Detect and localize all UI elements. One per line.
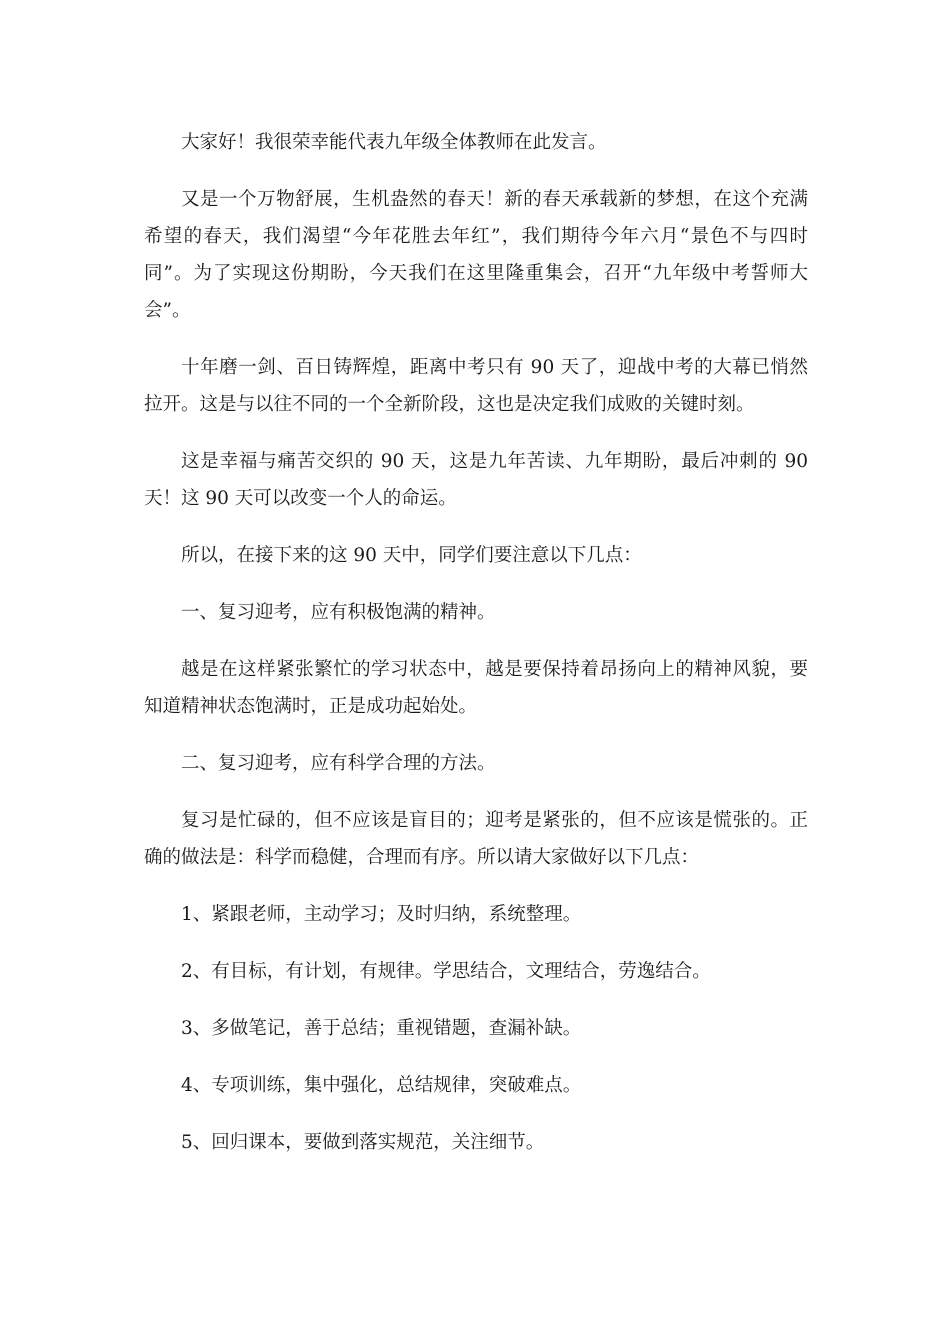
list-item-3: 3、多做笔记，善于总结；重视错题，查漏补缺。 (181, 1018, 582, 1039)
paragraph-greeting: 大家好！我很荣幸能代表九年级全体教师在此发言。 (181, 132, 607, 153)
heading-point-two: 二、复习迎考，应有科学合理的方法。 (181, 753, 496, 774)
paragraph-ninety-days: 十年磨一剑、百日铸辉煌，距离中考只有 90 天了，迎战中考的大幕已悄然拉开。这是与以往不同的一个全新阶段，这也是决定我们成败的关键时刻。 (144, 357, 808, 415)
paragraph-method: 复习是忙碌的，但不应该是盲目的；迎考是紧张的，但不应该是慌张的。正确的做法是：科学而稳健，合理而有序。所以请大家做好以下几点： (144, 810, 808, 868)
list-item-1: 1、紧跟老师，主动学习；及时归纳，系统整理。 (181, 904, 582, 925)
list-item-5: 5、回归课本，要做到落实规范，关注细节。 (181, 1132, 545, 1153)
document-body (144, 124, 808, 1181)
list-item-2: 2、有目标，有计划，有规律。学思结合，文理结合，劳逸结合。 (181, 961, 711, 982)
heading-point-one: 一、复习迎考，应有积极饱满的精神。 (181, 602, 496, 623)
paragraph-spring: 又是一个万物舒展，生机盎然的春天！新的春天承载新的梦想，在这个充满希望的春天，我们渴望“今年花胜去年红”，我们期待今年六月“景色不与四时同”。为了实现这份期盼，今天我们在这里隆重集会，召开“九年级中考誓师大会”。 (144, 189, 808, 321)
list-item-4: 4、专项训练，集中强化，总结规律，突破难点。 (181, 1075, 582, 1096)
paragraph-happiness: 这是幸福与痛苦交织的 90 天，这是九年苦读、九年期盼，最后冲刺的 90 天！这 90 天可以改变一个人的命运。 (144, 451, 808, 509)
paragraph-spirit: 越是在这样紧张繁忙的学习状态中，越是要保持着昂扬向上的精神风貌，要知道精神状态饱满时，正是成功起始处。 (144, 659, 808, 717)
paragraph-points-intro: 所以，在接下来的这 90 天中，同学们要注意以下几点： (181, 545, 642, 566)
